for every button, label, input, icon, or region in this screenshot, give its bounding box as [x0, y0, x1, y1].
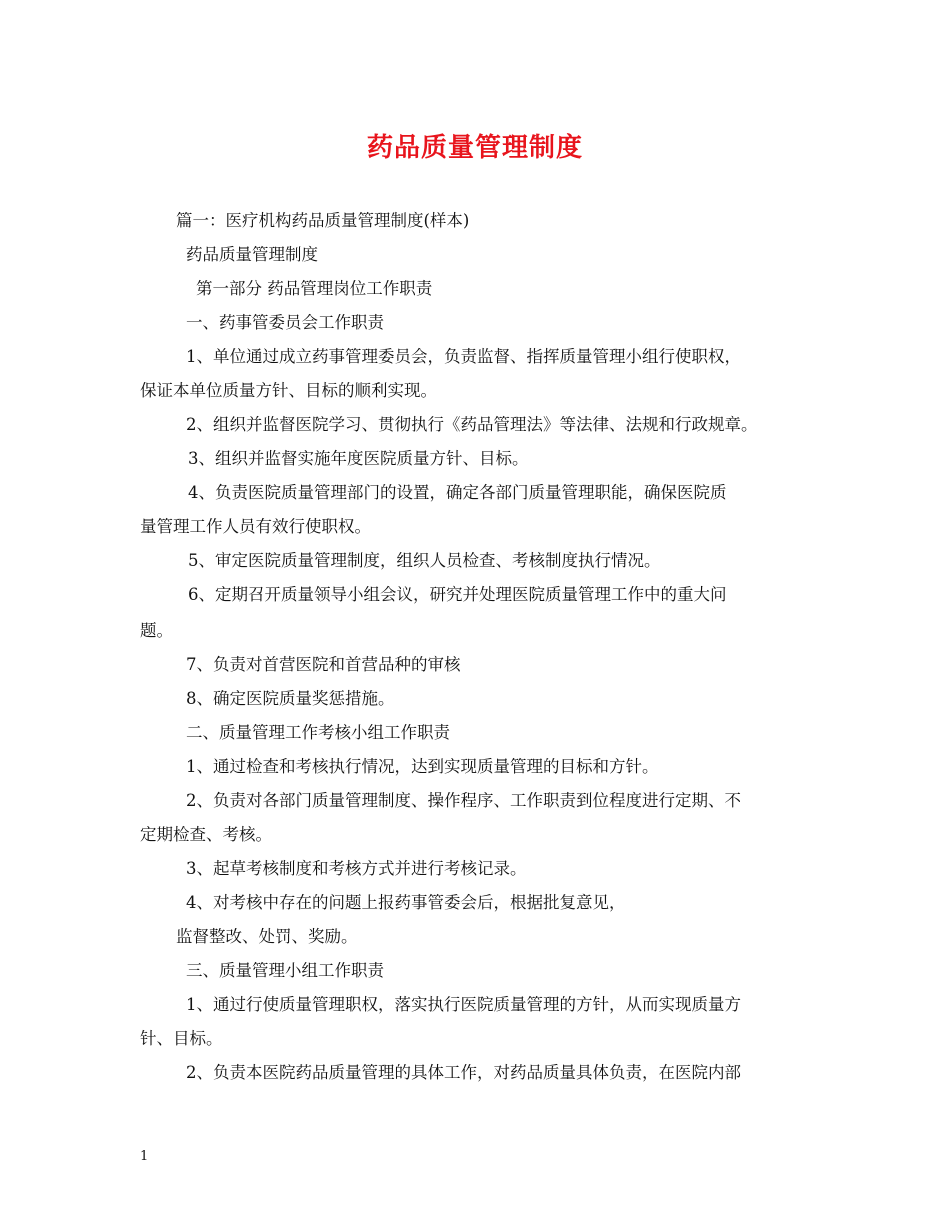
text-line: 5、审定医院质量管理制度，组织人员检查、考核制度执行情况。 [188, 551, 661, 570]
text-line: 7、负责对首营医院和首营品种的审核 [186, 655, 461, 674]
text-line: 针、目标。 [140, 1029, 223, 1048]
section-heading: 一、药事管委员会工作职责 [186, 313, 384, 332]
section-heading: 第一部分 药品管理岗位工作职责 [196, 279, 433, 298]
text-line: 8、确定医院质量奖惩措施。 [186, 689, 395, 708]
text-line: 6、定期召开质量领导小组会议，研究并处理医院质量管理工作中的重大问 [188, 585, 727, 604]
section-heading: 三、质量管理小组工作职责 [186, 961, 384, 980]
text-line: 1、通过行使质量管理职权，落实执行医院质量管理的方针，从而实现质量方 [186, 995, 741, 1014]
text-line: 3、组织并监督实施年度医院质量方针、目标。 [188, 449, 529, 468]
text-line: 2、组织并监督医院学习、贯彻执行《药品管理法》等法律、法规和行政规章。 [186, 415, 758, 434]
document-title: 药品质量管理制度 [366, 133, 583, 163]
text-line: 2、负责本医院药品质量管理的具体工作，对药品质量具体负责，在医院内部 [186, 1063, 741, 1082]
text-line: 保证本单位质量方针、目标的顺利实现。 [140, 381, 437, 400]
text-line: 定期检查、考核。 [140, 825, 272, 844]
text-line: 1、单位通过成立药事管理委员会，负责监督、指挥质量管理小组行使职权， [186, 347, 741, 366]
text-line: 1、通过检查和考核执行情况，达到实现质量管理的目标和方针。 [186, 757, 659, 776]
text-line: 2、负责对各部门质量管理制度、操作程序、工作职责到位程度进行定期、不 [186, 791, 741, 810]
text-line: 3、起草考核制度和考核方式并进行考核记录。 [186, 859, 527, 878]
text-line: 4、对考核中存在的问题上报药事管委会后，根据批复意见， [186, 893, 626, 912]
text-line: 篇一：医疗机构药品质量管理制度(样本) [176, 211, 470, 230]
text-line: 题。 [140, 621, 173, 640]
text-line: 4、负责医院质量管理部门的设置，确定各部门质量管理职能，确保医院质 [188, 483, 727, 502]
text-line: 药品质量管理制度 [186, 245, 318, 264]
page-number: 1 [140, 1149, 149, 1164]
text-line: 监督整改、处罚、奖励。 [176, 927, 358, 946]
section-heading: 二、质量管理工作考核小组工作职责 [186, 723, 450, 742]
text-line: 量管理工作人员有效行使职权。 [140, 517, 371, 536]
